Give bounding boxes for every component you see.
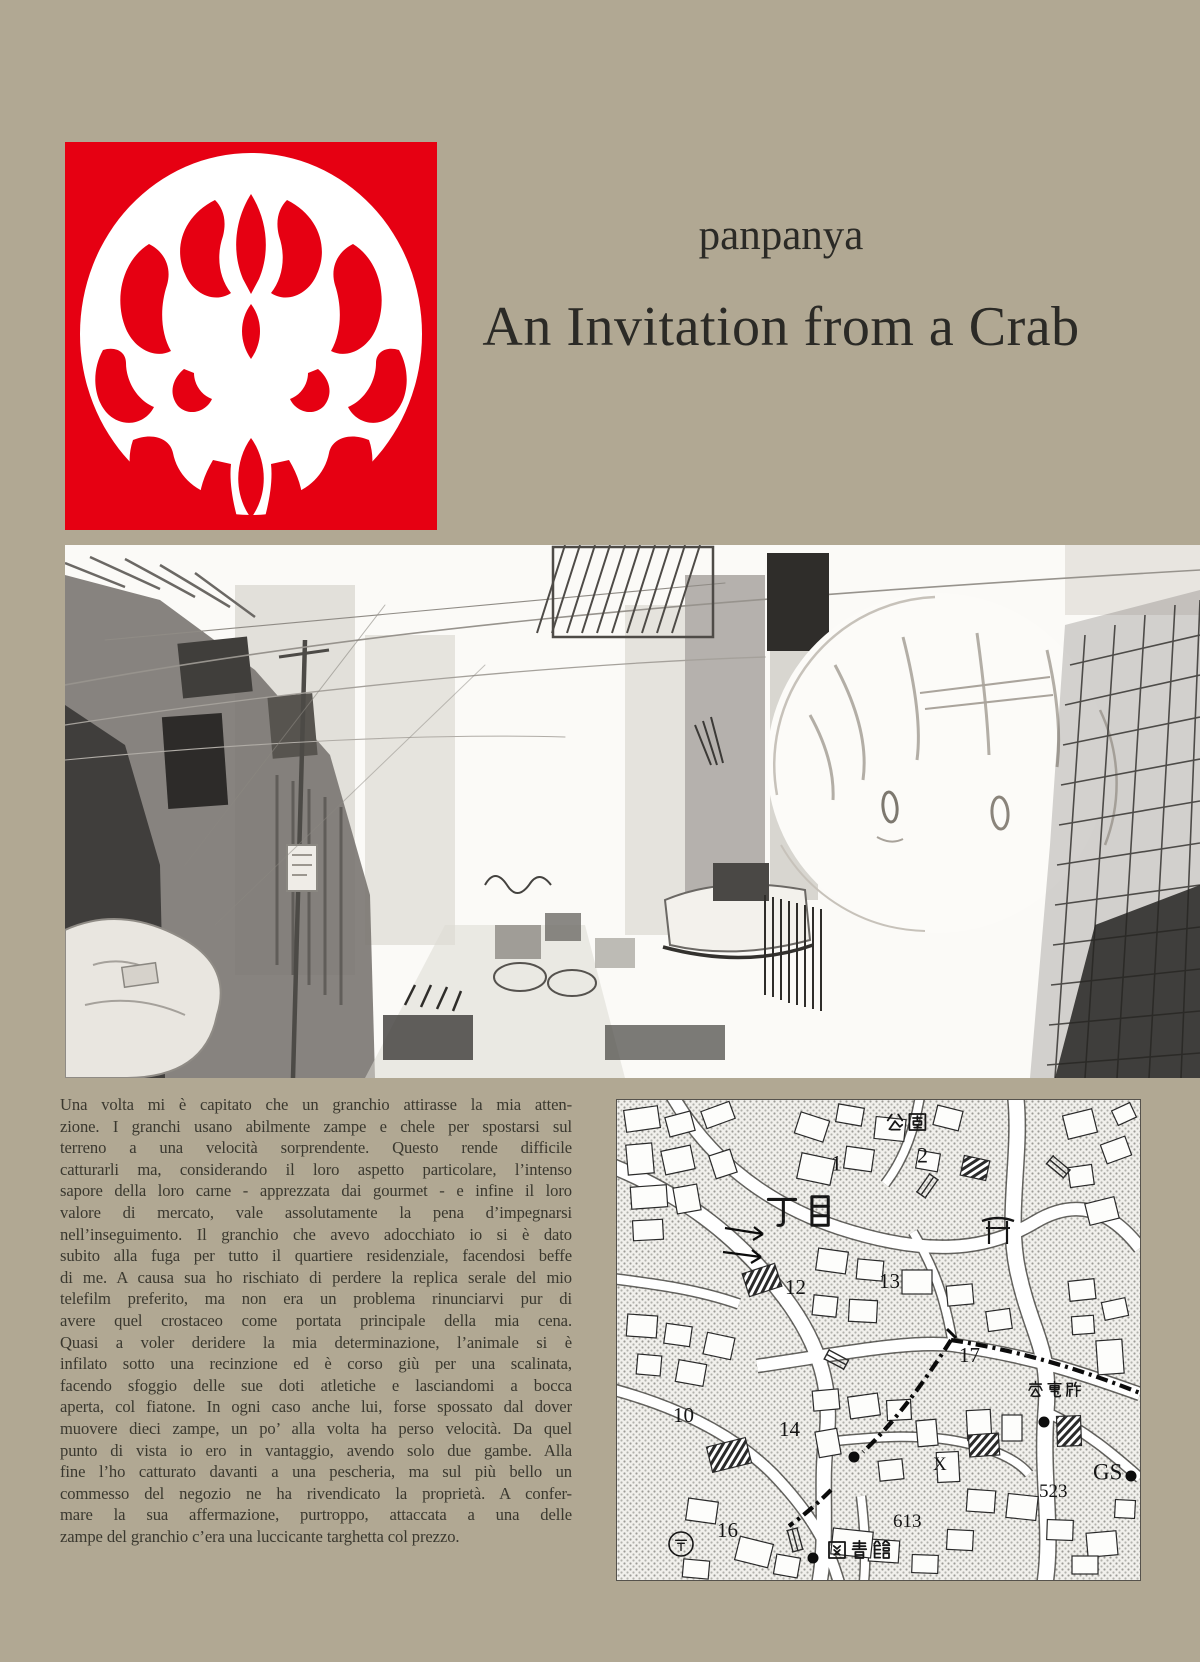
story-line: mare la sua affermazione, purtroppo, attaccata a una delle xyxy=(60,1505,572,1525)
story-line: muovere dieci zampe, un po’ alla volta ha perso velocità. Da quel xyxy=(60,1418,572,1438)
map-building xyxy=(815,1428,841,1457)
map-building xyxy=(1047,1520,1074,1541)
map-building xyxy=(912,1555,939,1574)
map-building xyxy=(1115,1499,1136,1518)
map-building xyxy=(816,1248,849,1274)
book-title: An Invitation from a Crab xyxy=(482,296,1080,359)
story-line: facendo sfoggio delle sue doti atletiche e lasciandomi a bocca xyxy=(60,1375,572,1395)
map-building xyxy=(844,1146,875,1172)
map-building xyxy=(812,1295,838,1317)
map-number-label: 17 xyxy=(959,1342,980,1367)
map-building xyxy=(902,1270,932,1294)
map-building xyxy=(626,1314,657,1338)
map-building xyxy=(1071,1315,1094,1334)
gas-station-dot xyxy=(1126,1471,1137,1482)
map-building xyxy=(1068,1164,1095,1187)
crab-emblem-icon xyxy=(65,142,437,530)
story-line: terreno a una velocità sorprendente. Questo rende difficile xyxy=(60,1138,572,1158)
story-line: zione. I granchi usano abilmente zampe e chele per spostarsi sul xyxy=(60,1116,572,1136)
street-sketch-illustration xyxy=(65,545,1200,1078)
map-building xyxy=(848,1299,877,1322)
library-dot xyxy=(808,1553,819,1564)
map-building xyxy=(1096,1339,1124,1375)
map-number-label: 13 xyxy=(879,1268,900,1293)
map-building xyxy=(836,1104,865,1126)
chase-map xyxy=(617,1100,1140,1580)
story-line: di me. A causa sua ho rischiato di perdere la replica serale del mio xyxy=(60,1267,572,1287)
map-building xyxy=(675,1360,706,1387)
map-building xyxy=(682,1559,709,1579)
story-line: avere quel crostaceo come portata principale della mia cena. xyxy=(60,1310,572,1330)
map-building xyxy=(986,1308,1013,1331)
map-number-label: 16 xyxy=(717,1517,738,1542)
story-line: telefilm preferito, ma non era un problema rinunciarvi pur di xyxy=(60,1289,572,1309)
map-building xyxy=(630,1185,667,1209)
map-building xyxy=(848,1393,881,1419)
story-line: sapore della loro carne - apprezzata dai gourmet - e infine il loro xyxy=(60,1181,572,1201)
map-building xyxy=(773,1554,800,1578)
story-line: Una volta mi è capitato che un granchio attirasse la mia atten- xyxy=(60,1095,572,1114)
map-building xyxy=(812,1389,840,1411)
alley-sketch xyxy=(65,545,1200,1078)
publisher-logo xyxy=(65,142,437,530)
map-building xyxy=(1072,1556,1098,1574)
map-building xyxy=(686,1498,719,1524)
story-line: valore di mercato, vale assolutamente la pena d’impegnarsi xyxy=(60,1202,572,1222)
map-number-label: 14 xyxy=(779,1416,800,1441)
map-number-label: 12 xyxy=(785,1274,806,1299)
map-building xyxy=(664,1323,693,1346)
map-building xyxy=(946,1529,973,1550)
substation-dot xyxy=(1039,1417,1050,1428)
map-number-label: 10 xyxy=(673,1402,694,1427)
story-line: aperta, col fiatone. In ogni caso anche lui, forse spossato dal dover xyxy=(60,1397,572,1417)
author-name: panpanya xyxy=(698,212,864,259)
story-line: Quasi a voler deridere la mia determinazione, l’animale si è xyxy=(60,1332,572,1352)
map-building xyxy=(966,1489,995,1513)
map-building xyxy=(916,1419,938,1447)
map-building xyxy=(1086,1531,1118,1558)
story-line: subito alla fuga per tutto il quartiere residenziale, facendosi beffe xyxy=(60,1246,572,1266)
map-building xyxy=(1002,1415,1022,1441)
map-number-label: 613 xyxy=(893,1511,922,1533)
map-building xyxy=(626,1143,655,1175)
map-building xyxy=(632,1219,663,1241)
map-number-label: X xyxy=(933,1454,947,1476)
map-building xyxy=(673,1184,701,1214)
story-text xyxy=(60,1094,572,1547)
neighborhood-map xyxy=(617,1100,1140,1580)
story-line: commesso del negozio ne ha rivendicato la proprietà. A confer- xyxy=(60,1483,572,1503)
map-building xyxy=(636,1354,662,1376)
map-number-label: 1 xyxy=(831,1150,842,1176)
ac-unit xyxy=(713,863,769,901)
title-block xyxy=(420,196,1142,359)
map-number-label: 523 xyxy=(1039,1481,1068,1503)
story-line: zampe del granchio c’era una luccicante targhetta col prezzo. xyxy=(60,1526,460,1546)
story-line: fine l’ho catturato davanti a una pescheria, ma sul più bello un xyxy=(60,1462,572,1482)
map-building xyxy=(1068,1279,1096,1302)
route-dot xyxy=(849,1452,860,1463)
story-line: punto di vista io ero in vantaggio, avendo solo due gambe. Alla xyxy=(60,1440,572,1460)
story-line: catturarli ma, considerando il loro aspetto particolare, l’intenso xyxy=(60,1159,572,1179)
map-number-label: GS xyxy=(1093,1459,1123,1485)
story-line: nell’inseguimento. Il granchio che avevo adocchiato io si è dato xyxy=(60,1224,572,1244)
map-building xyxy=(624,1106,661,1133)
map-kanji-label xyxy=(853,1541,867,1558)
tarp-label xyxy=(122,963,158,988)
map-building xyxy=(1006,1493,1038,1520)
map-building xyxy=(878,1459,904,1481)
map-building xyxy=(946,1284,974,1306)
story-line: infilato sotto una recinzione ed è corso giù per una scalinata, xyxy=(60,1354,572,1374)
dark-signboard xyxy=(767,553,829,651)
map-number-label: 2 xyxy=(917,1142,928,1168)
